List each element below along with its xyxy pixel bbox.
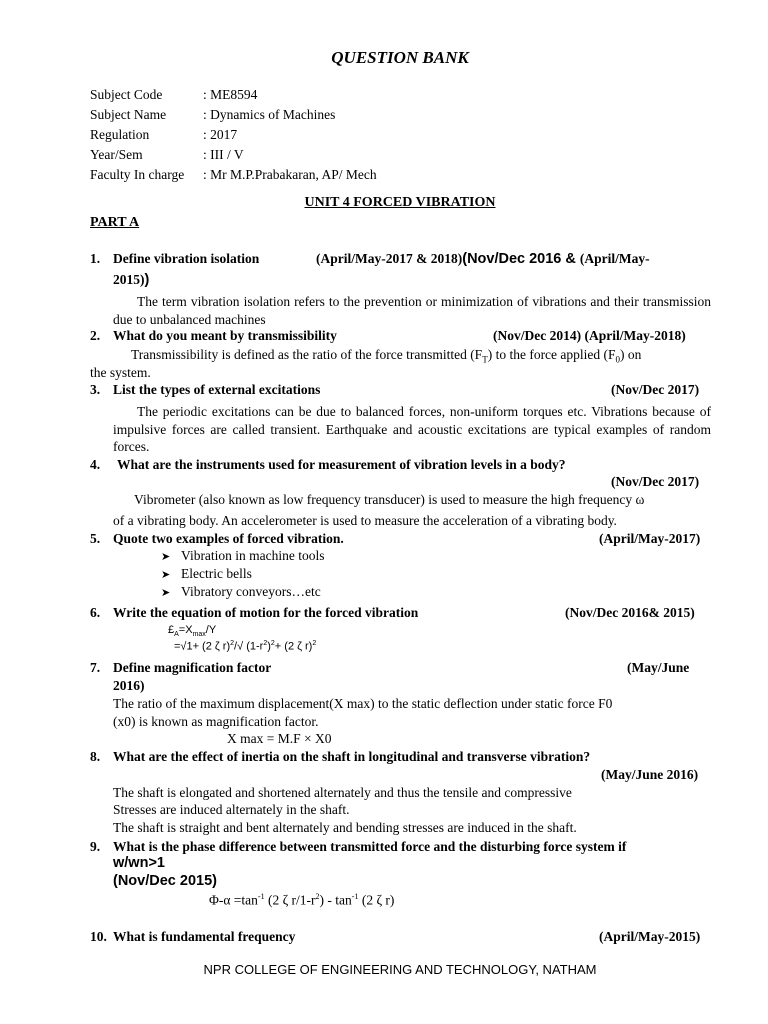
question-text: What are the effect of inertia on the shaft in longitudinal and transverse vibration? <box>113 749 591 764</box>
answer-text-cont: the system. <box>90 365 151 380</box>
question-number: 10. <box>90 929 107 944</box>
subscript: 0 <box>615 354 621 365</box>
arrow-bullet-icon: ➤ <box>161 587 171 599</box>
subscript: A <box>174 631 179 639</box>
formula-part: Φ-α =tan <box>209 892 258 908</box>
formula-part: £ <box>168 624 175 636</box>
formula-part: =X <box>178 624 193 636</box>
superscript: 2 <box>315 892 320 901</box>
page-footer: NPR COLLEGE OF ENGINEERING AND TECHNOLOGY, NATHAM <box>203 962 597 977</box>
question-source: (Nov/Dec 2017) <box>611 474 700 489</box>
question-source: (May/June <box>627 660 690 675</box>
page-title: QUESTION BANK <box>331 48 469 67</box>
question-number: 3. <box>90 382 101 397</box>
unit-heading: UNIT 4 FORCED VIBRATION <box>304 195 496 210</box>
arrow-bullet-icon: ➤ <box>161 551 171 563</box>
answer-text <box>131 347 641 365</box>
question-source: (Nov/Dec 2017) <box>611 382 700 397</box>
formula-part: (2 ζ r/1-r <box>264 892 316 908</box>
part-heading: PART A <box>90 215 140 230</box>
question-text: Quote two examples of forced vibration. <box>113 531 344 546</box>
answer-part: Transmissibility is defined as the ratio of the force transmitted (F <box>131 347 483 362</box>
question-text: List the types of external excitations <box>113 382 321 397</box>
superscript: 2 <box>312 640 317 647</box>
superscript: 2 <box>270 640 275 647</box>
question-source <box>493 328 686 344</box>
formula-text <box>209 892 394 909</box>
source-c: (April/May- <box>579 251 650 266</box>
question-source: (Nov/Dec 2016& 2015) <box>565 605 695 620</box>
question-source-cont <box>113 272 149 288</box>
arrow-bullet-icon: ➤ <box>161 569 171 581</box>
meta-value-subject-code: : ME8594 <box>203 87 258 102</box>
source-a: (April/May-2017 & 2018) <box>316 251 463 266</box>
formula-part: ) <box>267 640 271 653</box>
question-number: 4. <box>90 457 101 472</box>
question-number: 5. <box>90 531 101 546</box>
question-source: (Nov/Dec 2015) <box>113 873 217 889</box>
meta-value-faculty: : Mr M.P.Prabakaran, AP/ Mech <box>203 167 377 182</box>
answer-text: The periodic excitations can be due to balanced forces, non-uniform torques etc. Vibrations because of impulsive forces are called transient. Earthquake and acoustic excitations are typical examples of random forces. <box>113 404 711 454</box>
question-text: What are the instruments used for measurement of vibration levels in a body? <box>117 457 566 472</box>
meta-label-faculty: Faculty In charge <box>90 167 185 182</box>
question-text: Write the equation of motion for the forced vibration <box>113 605 419 620</box>
answer-text: The term vibration isolation refers to the prevention or minimization of vibrations and their transmission due to unbalanced machines <box>113 294 711 327</box>
question-number: 7. <box>90 660 101 675</box>
answer-line: The shaft is straight and bent alternately and bending stresses are induced in the shaft. <box>113 820 577 835</box>
bullet-item: Vibratory conveyors…etc <box>181 584 321 599</box>
question-source: (April/May-2017) <box>599 531 701 546</box>
question-text-cont: w/wn>1 <box>113 855 165 871</box>
formula-part: /Y <box>205 624 217 636</box>
meta-label-regulation: Regulation <box>90 127 150 142</box>
question-text: What is fundamental frequency <box>113 929 296 944</box>
meta-value-year-sem: : III / V <box>203 147 244 162</box>
source-b: (April/May-2018) <box>584 328 686 343</box>
meta-value-subject-name: : Dynamics of Machines <box>203 107 336 122</box>
answer-text: Vibrometer (also known as low frequency transducer) is used to measure the high frequency ω <box>134 492 645 507</box>
superscript: -1 <box>351 892 359 901</box>
superscript: -1 <box>257 892 265 901</box>
meta-label-subject-code: Subject Code <box>90 87 163 102</box>
subscript: T <box>482 354 488 365</box>
formula-part: =√1+ (2 ζ r) <box>174 640 231 653</box>
question-text: What do you meant by transmissibility <box>113 328 337 343</box>
equation-line-1 <box>168 624 216 638</box>
question-number: 8. <box>90 749 101 764</box>
question-source <box>316 251 650 267</box>
answer-text-cont: (x0) is known as magnification factor. <box>113 714 319 729</box>
question-number: 9. <box>90 839 101 854</box>
bullet-item: Electric bells <box>181 566 252 581</box>
formula-part: /√ (1-r <box>234 640 264 653</box>
question-number: 1. <box>90 251 101 266</box>
answer-part: ) on <box>620 347 642 362</box>
question-number: 6. <box>90 605 101 620</box>
answer-text: The ratio of the maximum displacement(X max) to the static deflection under static force F0 <box>113 696 613 711</box>
meta-label-subject-name: Subject Name <box>90 107 167 122</box>
formula-part: ) - tan <box>319 892 352 908</box>
source-a: (Nov/Dec 2014) <box>493 328 582 343</box>
question-text: Define vibration isolation <box>113 251 260 266</box>
equation-line-2 <box>174 640 316 653</box>
formula-part: (2 ζ r) <box>358 892 395 908</box>
question-source: (April/May-2015) <box>599 929 701 944</box>
formula-part: + (2 ζ r) <box>274 640 313 653</box>
source-e: ) <box>144 272 150 288</box>
superscript: 2 <box>263 640 268 647</box>
question-number: 2. <box>90 328 101 343</box>
source-b: (Nov/Dec 2016 & <box>462 251 580 267</box>
question-text: Define magnification factor <box>113 660 272 675</box>
question-text: What is the phase difference between transmitted force and the disturbing force system if <box>113 839 627 854</box>
source-d: 2015) <box>113 272 145 287</box>
formula-text: X max = M.F × X0 <box>227 731 332 746</box>
answer-line: The shaft is elongated and shortened alternately and thus the tensile and compressive <box>113 785 572 800</box>
meta-label-year-sem: Year/Sem <box>90 147 143 162</box>
superscript: 2 <box>230 640 235 647</box>
answer-text-cont: of a vibrating body. An accelerometer is used to measure the acceleration of a vibrating body. <box>113 513 617 528</box>
question-source-cont: 2016) <box>113 678 145 693</box>
meta-value-regulation: : 2017 <box>203 127 238 142</box>
answer-line: Stresses are induced alternately in the shaft. <box>113 802 350 817</box>
bullet-item: Vibration in machine tools <box>181 548 325 563</box>
subscript: max <box>192 631 206 639</box>
answer-part: ) to the force applied (F <box>487 347 616 362</box>
question-source: (May/June 2016) <box>601 767 699 782</box>
